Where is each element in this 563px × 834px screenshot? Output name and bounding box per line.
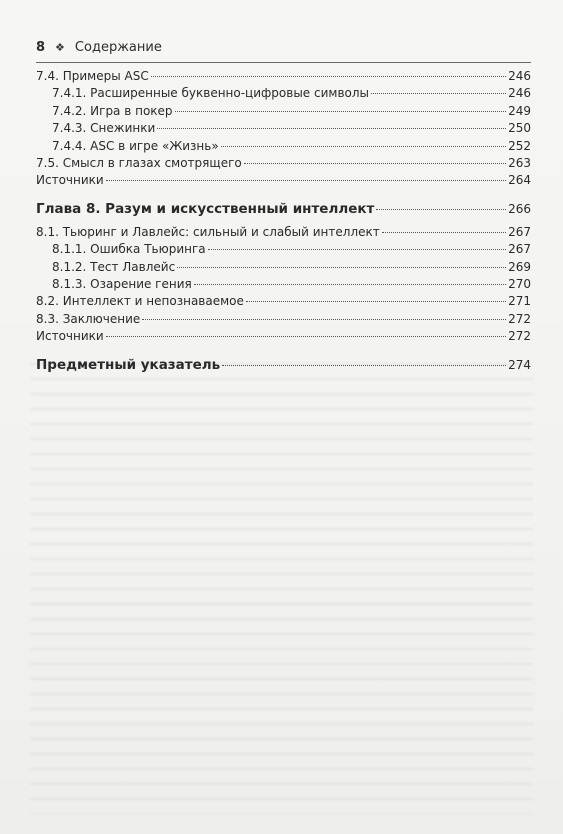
leader-dots	[382, 232, 506, 233]
running-header	[36, 36, 531, 58]
leader-dots	[246, 301, 506, 302]
toc-entry-page: 270	[508, 276, 531, 291]
toc-index-heading[interactable]	[36, 351, 531, 379]
toc-entry-title: 7.5. Смысл в глазах смотрящего	[36, 155, 242, 170]
leader-dots	[222, 365, 506, 366]
toc-entry-title: 8.1.3. Озарение гения	[52, 276, 192, 291]
section-title: Содержание	[74, 39, 162, 55]
toc-entry-title: Источники	[36, 329, 104, 344]
toc-entry-page: 246	[508, 86, 531, 101]
toc-entry-page: 267	[508, 224, 531, 239]
toc-entry-page: 250	[508, 121, 531, 136]
toc-entry-title: 8.3. Заключение	[36, 311, 141, 326]
toc-entry-page: 266	[508, 201, 531, 216]
show-through-background	[30, 350, 533, 814]
toc-entry[interactable]	[36, 155, 531, 172]
leader-dots	[106, 336, 506, 337]
ornament-icon: ❖	[55, 40, 65, 54]
leader-dots	[175, 111, 507, 112]
toc-entry[interactable]	[36, 68, 531, 85]
toc-entry-page: 263	[508, 155, 531, 170]
toc-entry-page: 269	[508, 259, 531, 274]
toc-entry-title: 7.4. Примеры ASC	[36, 69, 149, 83]
toc-block-chapter8	[36, 224, 531, 346]
toc-entry-title: 7.4.3. Снежинки	[52, 121, 156, 136]
toc-entry-title: 8.1.1. Ошибка Тьюринга	[52, 242, 206, 257]
toc-entry[interactable]	[36, 120, 531, 137]
leader-dots	[208, 249, 506, 250]
toc-entry-title: Источники	[36, 173, 104, 188]
toc-entry-page: 252	[508, 138, 531, 153]
toc-entry-page: 267	[508, 242, 531, 257]
toc-chapter-heading[interactable]	[36, 196, 531, 222]
toc-entry[interactable]	[36, 103, 531, 120]
toc-entry-title: 7.4.4. ASC в игре «Жизнь»	[52, 138, 219, 153]
table-of-contents	[36, 68, 531, 379]
toc-entry-page: 271	[508, 294, 531, 309]
leader-dots	[106, 180, 506, 181]
leader-dots	[194, 284, 506, 285]
toc-entry-title: Предметный указатель	[36, 357, 221, 374]
leader-dots	[177, 267, 506, 268]
leader-dots	[151, 76, 506, 77]
page-number: 8	[36, 39, 46, 55]
toc-entry-title: 8.1. Тьюринг и Лавлейс: сильный и слабый интеллект	[36, 224, 380, 239]
toc-entry-title: 7.4.1. Расширенные буквенно-цифровые символы	[52, 86, 369, 101]
toc-block-chapter7	[36, 68, 531, 190]
leader-dots	[376, 209, 506, 210]
toc-entry[interactable]	[36, 276, 531, 293]
toc-entry-title: 7.4.2. Игра в покер	[52, 103, 173, 118]
toc-entry-page: 272	[508, 329, 531, 344]
toc-entry-page: 264	[508, 173, 531, 188]
toc-entry-page: 272	[508, 311, 531, 326]
toc-entry-page: 249	[508, 103, 531, 118]
toc-entry-page: 274	[508, 358, 531, 373]
toc-entry-title: Глава 8. Разум и искусственный интеллект	[36, 200, 375, 217]
toc-entry-page: 246	[508, 69, 531, 83]
leader-dots	[157, 128, 506, 129]
toc-entry[interactable]	[36, 259, 531, 276]
toc-entry[interactable]	[36, 172, 531, 189]
toc-entry[interactable]	[36, 241, 531, 258]
toc-entry[interactable]	[36, 138, 531, 155]
toc-entry-title: 8.1.2. Тест Лавлейс	[52, 259, 176, 274]
leader-dots	[142, 319, 506, 320]
toc-entry[interactable]	[36, 311, 531, 328]
leader-dots	[371, 93, 506, 94]
leader-dots	[244, 163, 506, 164]
toc-entry-title: 8.2. Интеллект и непознаваемое	[36, 294, 244, 309]
leader-dots	[221, 146, 506, 147]
toc-entry[interactable]	[36, 293, 531, 310]
toc-entry[interactable]	[36, 328, 531, 345]
header-rule	[36, 62, 531, 63]
toc-entry[interactable]	[36, 85, 531, 102]
toc-entry[interactable]	[36, 224, 531, 241]
